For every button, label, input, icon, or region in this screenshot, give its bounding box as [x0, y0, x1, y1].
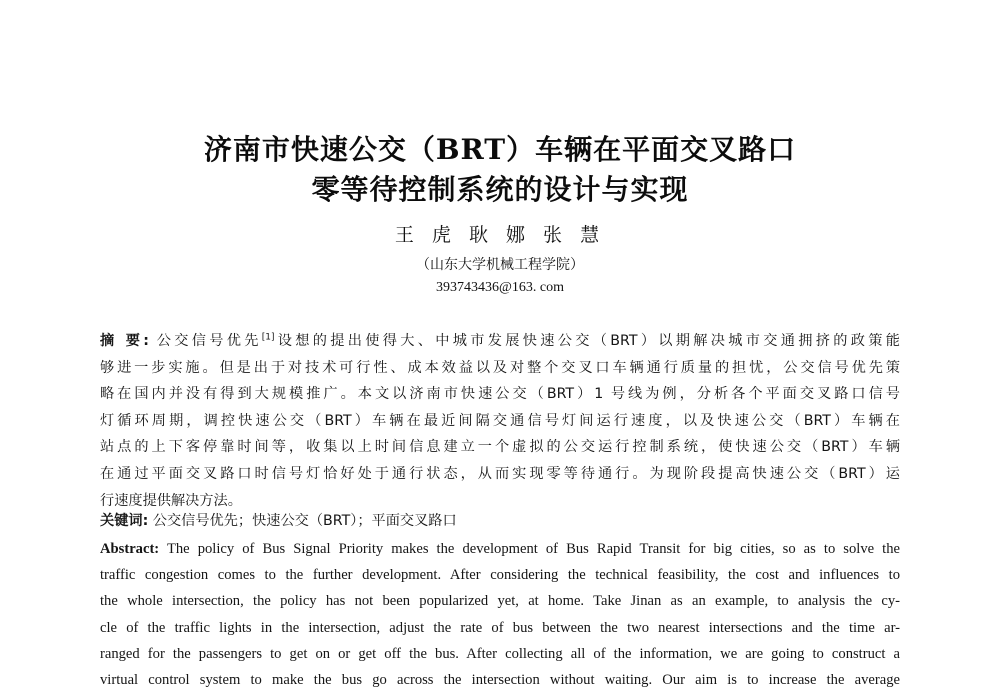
abstract-en-line: cle of the traffic lights in the intersection, adjust the rate of bus between the two nearest intersections and the time ar- [100, 619, 900, 636]
author-email: 393743436@163. com [436, 280, 564, 295]
abstract-line-text: 公交信号优先 [156, 333, 262, 349]
chinese-abstract [100, 328, 900, 514]
english-abstract [100, 536, 900, 693]
abstract-line: 略在国内并没有得到大规模推广。本文以济南市快速公交（BRT）1 号线为例，分析各个平面交叉路口信号 [100, 386, 900, 403]
abstract-en-line: traffic congestion comes to the further development. After considering the technical feasibility, the cost and influences to [100, 567, 900, 584]
abstract-en-line-text: The policy of Bus Signal Priority makes the development of Bus Rapid Transit for big cities, so as to solve the [166, 541, 900, 557]
abstract-en-line [100, 536, 900, 562]
abstract-en-line: virtual control system to make the bus go across the intersection without waiting. Our aim is to increase the average [100, 671, 900, 688]
abstract-line: 在通过平面交叉路口时信号灯恰好处于通行状态，从而实现零等待通行。为现阶段提高快速公交（BRT）运 [100, 465, 900, 482]
abstract-en-line: the whole intersection, the policy has not been popularized yet, at home. Take Jinan as an example, to analysis the cy- [100, 593, 900, 610]
abstract-en-line: ranged for the passengers to get on or get off the bus. After collecting all of the information, we are going to construct a [100, 645, 900, 662]
keywords-line [100, 508, 900, 535]
abstract-line: 灯循环周期，调控快速公交（BRT）车辆在最近间隔交通信号灯间运行速度，以及快速公交（BRT）车辆在 [100, 412, 900, 429]
abstract-line: 站点的上下客停靠时间等，收集以上时间信息建立一个虚拟的公交运行控制系统，使快速公交（BRT）车辆 [100, 439, 900, 456]
paper-title-line-2: 零等待控制系统的设计与实现 [311, 173, 689, 206]
abstract-line: 行速度提供解决方法。 [100, 492, 242, 509]
abstract-line: 够进一步实施。但是出于对技术可行性、成本效益以及对整个交叉口车辆通行质量的担忧，公交信号优先策 [100, 359, 900, 376]
paper-title-line-1: 济南市快速公交（BRT）车辆在平面交叉路口 [203, 133, 797, 166]
chinese-keywords [100, 508, 900, 535]
abstract-line-text: 设想的提出使得大、中城市发展快速公交（BRT）以期解决城市交通拥挤的政策能 [274, 333, 900, 349]
citation-ref: [1] [261, 332, 275, 343]
abstract-line [100, 328, 900, 355]
abstract-label: 摘 要: [100, 333, 149, 349]
keywords-label: 关键词: [100, 513, 149, 529]
abstract-en-label: Abstract: [100, 541, 160, 557]
affiliation: （山东大学机械工程学院） [416, 257, 584, 273]
keywords-text: 公交信号优先；快速公交（BRT）；平面交叉路口 [152, 513, 457, 529]
author-list: 王 虎 耿 娜 张 慧 [394, 224, 606, 246]
